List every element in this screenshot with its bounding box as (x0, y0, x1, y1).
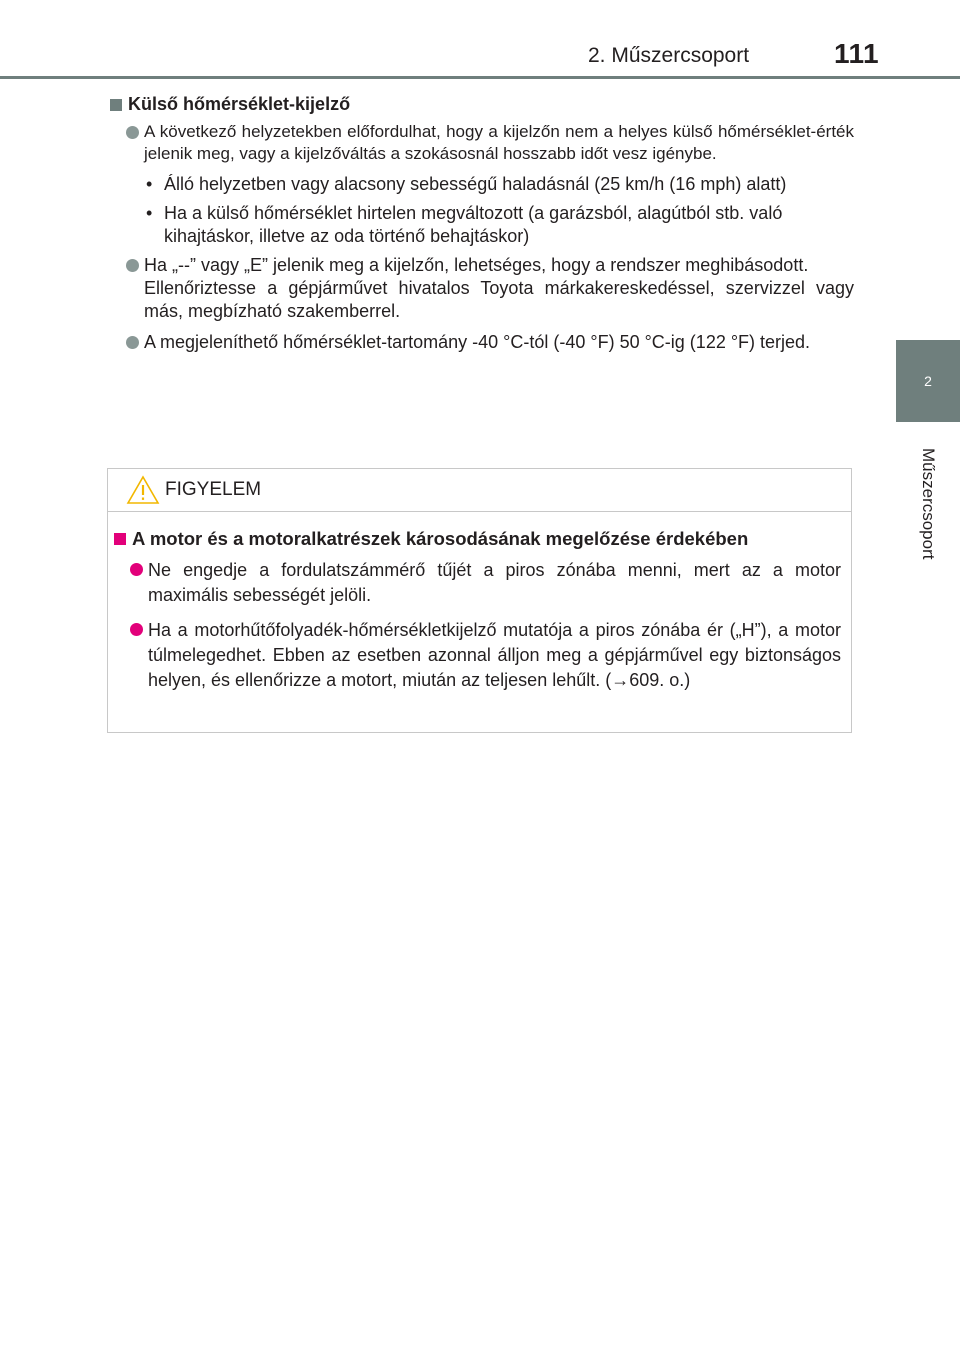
circle-bullet-icon (130, 623, 143, 636)
list-item (110, 331, 854, 354)
circle-bullet-icon (126, 259, 139, 272)
warning-heading (114, 528, 841, 550)
warning-title: FIGYELEM (165, 479, 262, 500)
chapter-side-label (900, 434, 956, 574)
sub-list-item (110, 173, 854, 196)
chapter-side-label-text: Műszercsoport (919, 448, 938, 560)
square-bullet-icon (114, 533, 126, 545)
list-item-text: A következő helyzetekben előfordulhat, hogy a kijelzőn nem a helyes külső hőmérséklet-érték jelenik meg, vagy a kijelzőváltás a szokásosnál hosszabb időt vesz igénybe. (144, 122, 854, 163)
dot-bullet-icon: • (146, 203, 153, 223)
warning-heading-text: A motor és a motoralkatrészek károsodásának megelőzése érdekében (132, 528, 749, 549)
warning-triangle-icon (126, 475, 160, 505)
section-title (110, 94, 854, 115)
page-number: 111 (834, 38, 880, 69)
warning-box (107, 468, 852, 733)
circle-bullet-icon (126, 126, 139, 139)
list-item-text: Ha „--” vagy „E” jelenik meg a kijelzőn, lehetséges, hogy a rendszer meghibásodott. (144, 255, 809, 275)
list-item-text: Ellenőriztesse a gépjárművet hivatalos Toyota márkakereskedéssel, szervizzel vagy más, megbízható szakemberrel. (144, 278, 854, 321)
chapter-tab (896, 340, 960, 422)
list-item-text: A megjeleníthető hőmérséklet-tartomány -40 °C-tól (-40 °F) 50 °C-ig (122 °F) terjed. (144, 332, 811, 352)
circle-bullet-icon (130, 563, 143, 576)
circle-bullet-icon (126, 336, 139, 349)
header-rule (0, 76, 960, 79)
square-bullet-icon (110, 99, 122, 111)
list-item (110, 254, 854, 323)
sub-list-item-text: Ha a külső hőmérséklet hirtelen megváltozott (a garázsból, alagútból stb. való kihajtáskor, illetve az oda történő behajtáskor) (164, 203, 783, 246)
outside-temperature-section (110, 94, 854, 362)
section-title-text: Külső hőmérséklet-kijelző (128, 94, 351, 114)
warning-body (108, 512, 851, 693)
list-item (114, 618, 841, 693)
sub-list-item (110, 202, 854, 248)
sub-list-item-text: Álló helyzetben vagy alacsony sebességű haladásnál (25 km/h (16 mph) alatt) (164, 174, 787, 194)
list-item (110, 121, 854, 165)
list-item (114, 558, 841, 608)
list-item-text: Ne engedje a fordulatszámmérő tűjét a piros zónába menni, mert az a motor maximális sebességét jelöli. (148, 560, 841, 605)
list-item-text: Ha a motorhűtőfolyadék-hőmérsékletkijelző mutatója a piros zónába ér („H”), a motor túlmelegedhet. Ebben az esetben azonnal álljon meg a gépjárművel egy biztonságos helyen, és ellenőrizze a motort, miután az teljesen lehűlt. (→609. o.) (148, 620, 841, 690)
warning-header (108, 469, 851, 512)
chapter-tab-number: 2 (924, 373, 932, 389)
chapter-title: 2. Műszercsoport (588, 44, 750, 67)
dot-bullet-icon: • (146, 174, 153, 194)
